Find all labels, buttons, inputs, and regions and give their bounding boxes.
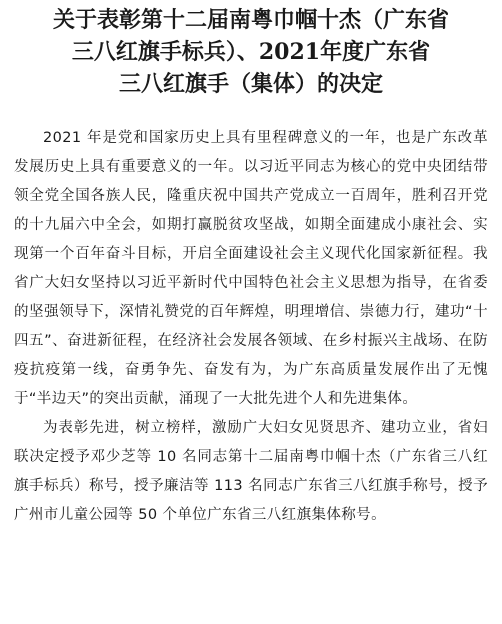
title-line-3: 三八红旗手（集体）的决定 [118, 71, 383, 97]
document-title [14, 4, 488, 100]
paragraph-2: 为表彰先进，树立榜样，激励广大妇女见贤思齐、建功立业，省妇联决定授予邓少芝等 10 名同志第十二届南粤巾帼十杰（广东省三八红旗手标兵）称号，授予廉洁等 113 名同志广东省三八红旗手称号，授予广州市儿童公园等 50 个单位广东省三八红旗集体称号。 [14, 420, 488, 523]
document-body [14, 124, 488, 530]
title-line-2: 三八红旗手标兵）、2021年度广东省 [71, 39, 431, 65]
title-line-1: 关于表彰第十二届南粤巾帼十杰（广东省 [52, 7, 449, 33]
paragraph-1: 2021 年是党和国家历史上具有里程碑意义的一年，也是广东改革发展历史上具有重要意义的一年。以习近平同志为核心的党中央团结带领全党全国各族人民，隆重庆祝中国共产党成立一百周年，胜利召开党的十九届六中全会，如期打赢脱贫攻坚战，如期全面建成小康社会、实现第一个百年奋斗目标，开启全面建设社会主义现代化国家新征程。我省广大妇女坚持以习近平新时代中国特色社会主义思想为指导，在省委的坚强领导下，深情礼赞党的百年辉煌，明理增信、崇德力行，建功“十四五”、奋进新征程，在经济社会发展各领域、在乡村振兴主战场、在防疫抗疫第一线，奋勇争先、奋发有为，为广东高质量发展作出了无愧于“半边天”的突出贡献，涌现了一大批先进个人和先进集体。 [14, 130, 488, 407]
